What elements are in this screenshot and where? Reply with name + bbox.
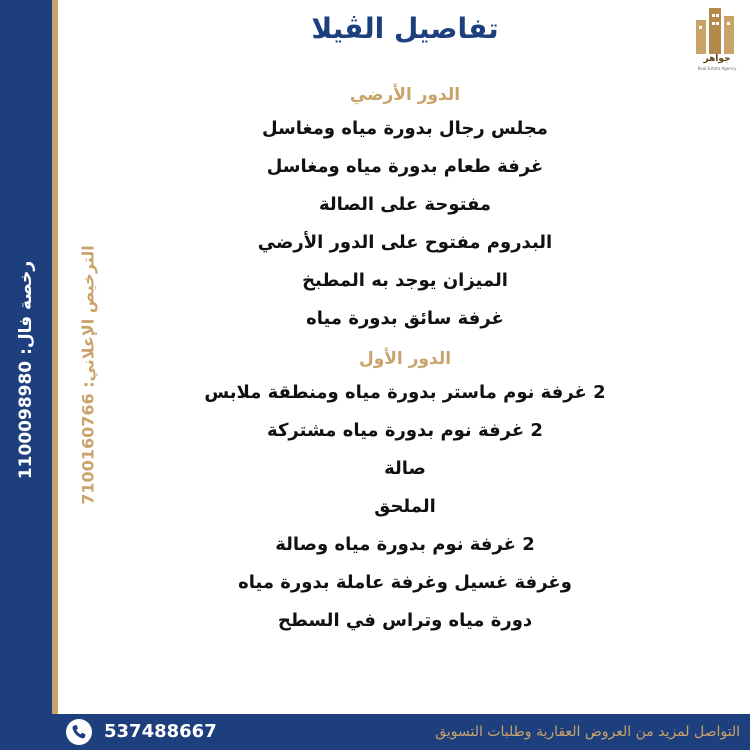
phone-number[interactable]: 537488667 — [104, 721, 217, 742]
list-item: 2 غرفة نوم بدورة مياه مشتركة — [267, 420, 543, 441]
ground-floor-heading: الدور الأرضي — [349, 85, 461, 105]
list-item: 2 غرفة نوم بدورة مياه وصالة — [275, 534, 535, 555]
list-item: البدروم مفتوح على الدور الأرضي — [257, 232, 553, 253]
list-item: مفتوحة على الصالة — [318, 194, 492, 215]
brand-name: جواهر — [703, 54, 731, 64]
page-title: تفاصيل الڤيلا — [311, 12, 499, 45]
contact-text: التواصل لمزيد من العروض العقارية وطلبات التسويق — [435, 724, 740, 740]
list-item: مجلس رجال بدورة مياه ومغاسل — [262, 118, 548, 139]
phone-icon[interactable] — [66, 719, 92, 745]
list-item: 2 غرفة نوم ماستر بدورة مياه ومنطقة ملابس — [204, 382, 606, 403]
first-floor-heading: الدور الأول — [358, 349, 452, 369]
list-item: الملحق — [374, 496, 436, 517]
list-item: دورة مياه وتراس في السطح — [277, 610, 533, 631]
gold-buildings-icon — [690, 4, 746, 56]
list-item: وغرفة غسيل وغرفة عاملة بدورة مياه — [238, 572, 572, 593]
brand-subtitle: Real Estate Agency — [697, 66, 737, 71]
list-item: غرفة طعام بدورة مياه ومغاسل — [266, 156, 544, 177]
list-item: صالة — [384, 458, 426, 479]
fal-license-text: رخصة فال: 1100098980 — [16, 260, 36, 480]
ad-license-text: الترخيص الإعلاني: 7100160766 — [78, 245, 98, 505]
list-item: الميزان يوجد به المطبخ — [302, 270, 508, 291]
phone-handset-icon — [71, 724, 87, 740]
villa-details — [120, 80, 690, 640]
list-item: غرفة سائق بدورة مياه — [306, 308, 504, 329]
